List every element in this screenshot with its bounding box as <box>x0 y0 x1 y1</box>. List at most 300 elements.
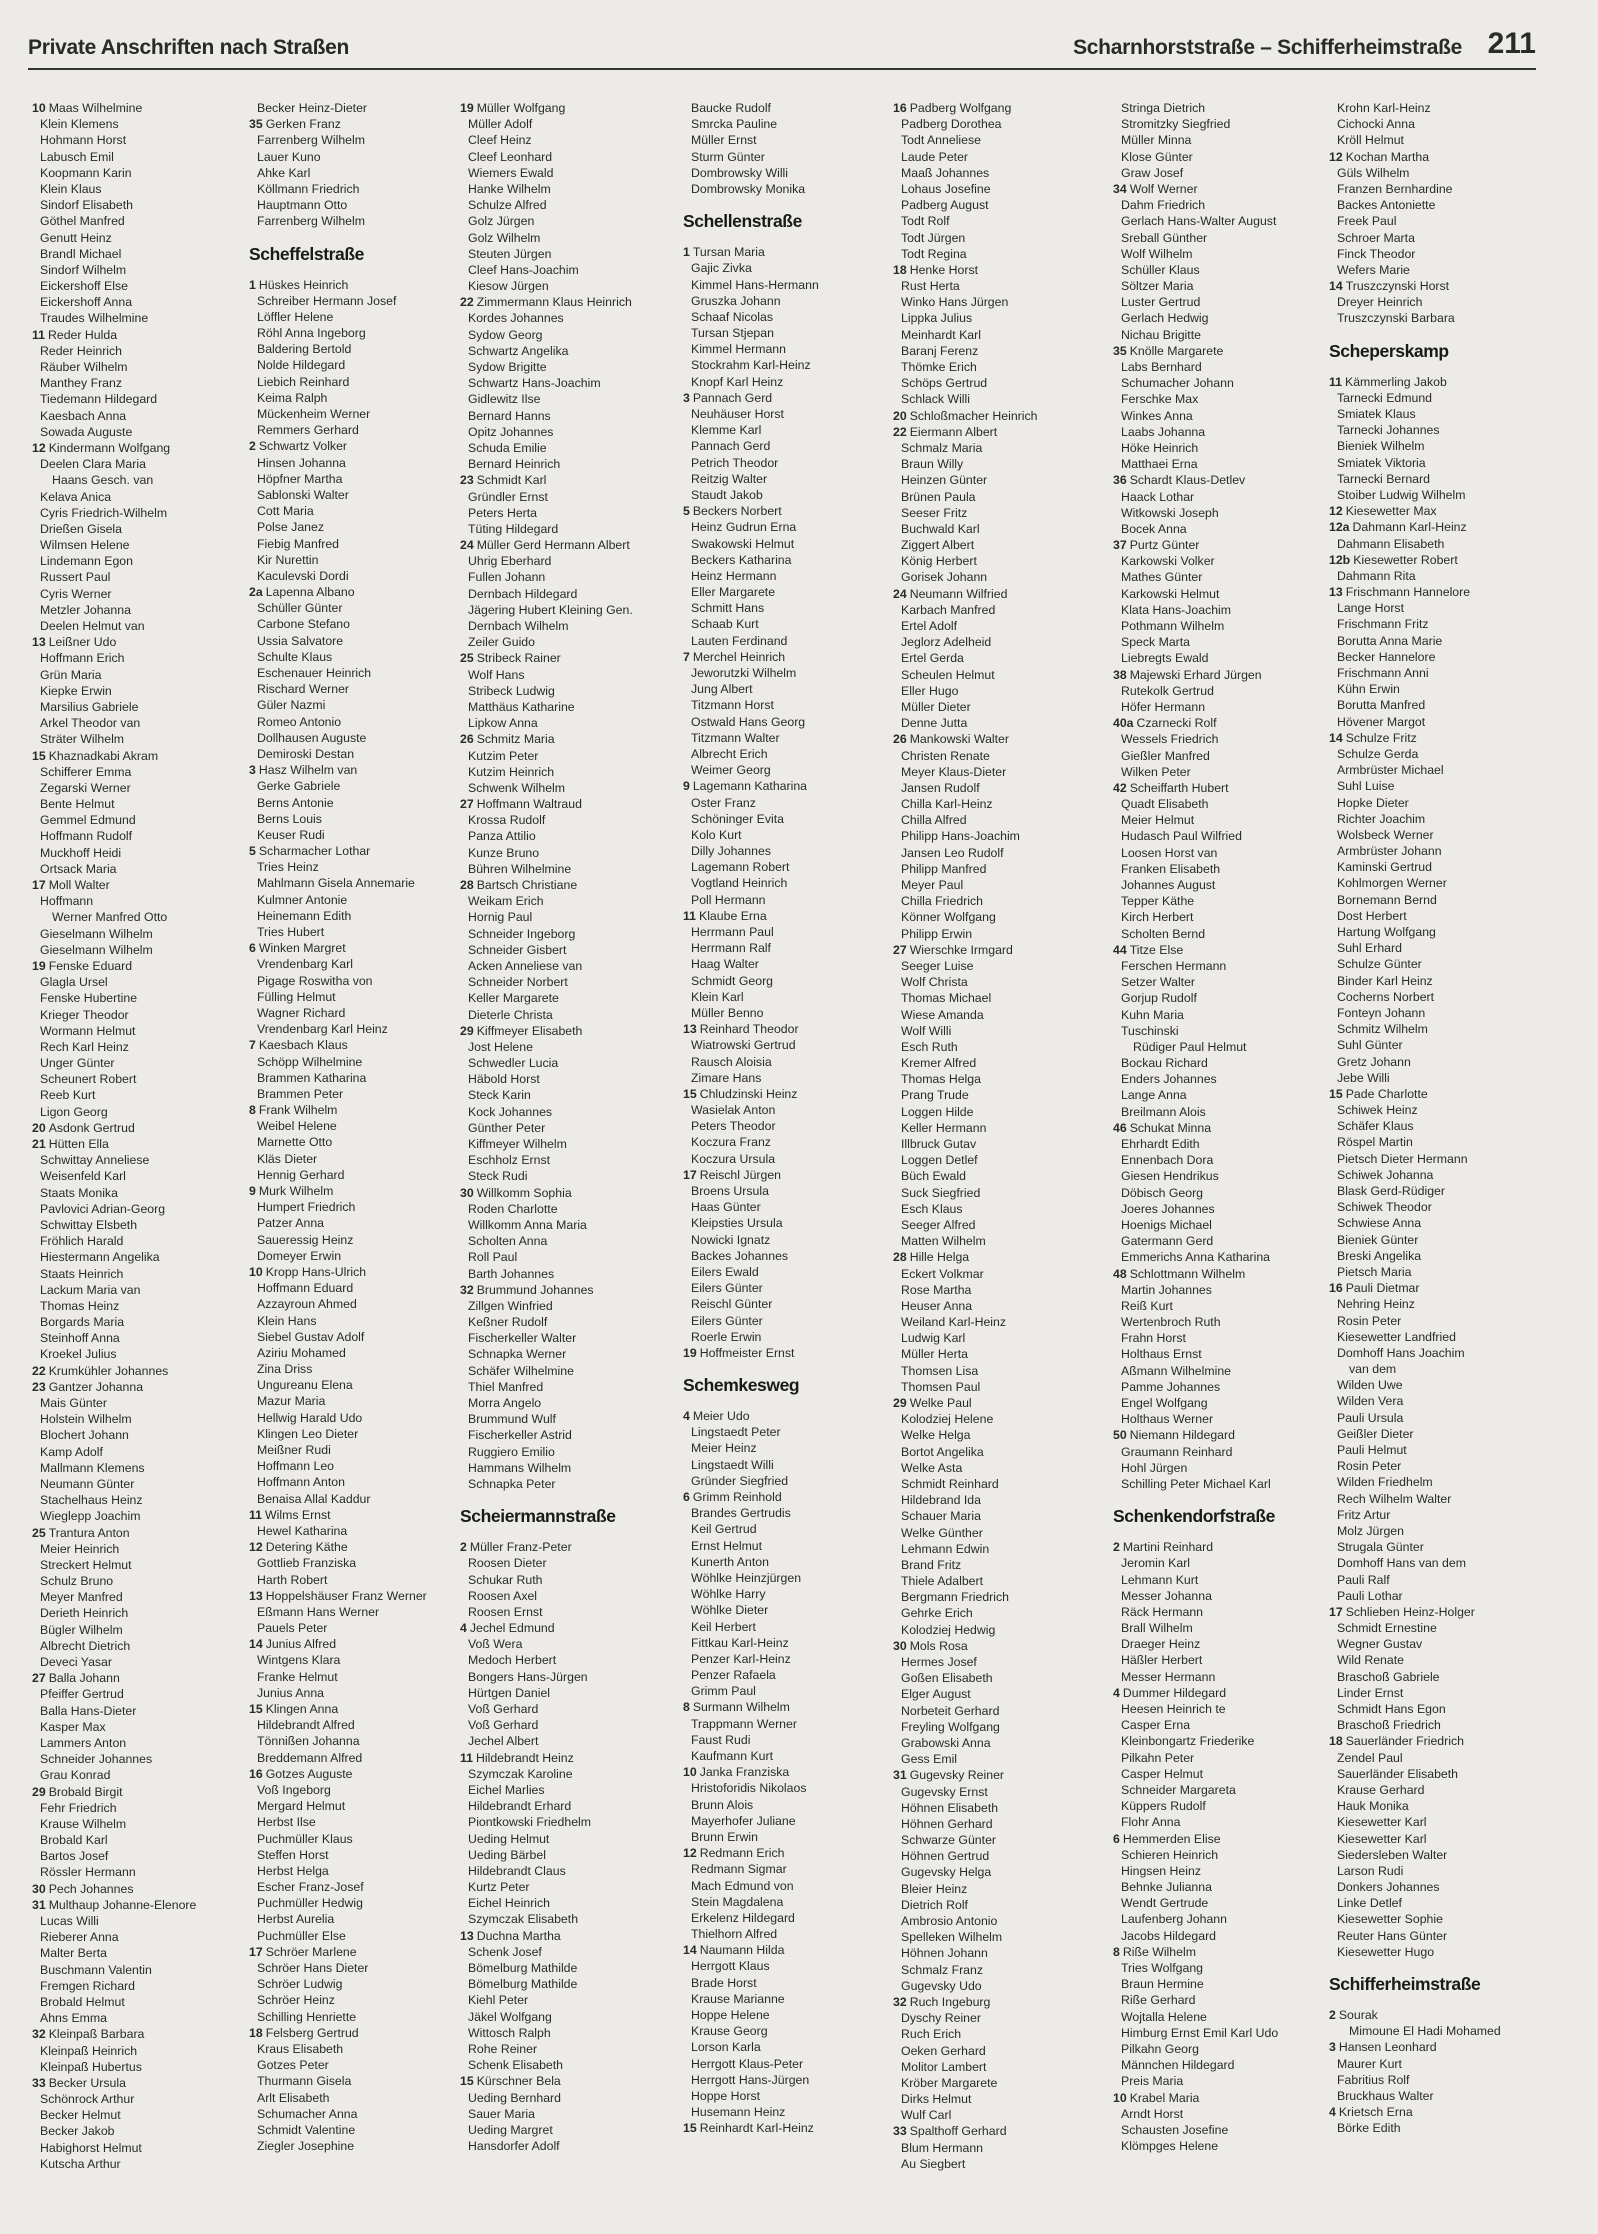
resident-name: Thomsen Paul <box>901 1379 981 1394</box>
resident-name: Kolo Kurt <box>691 827 742 842</box>
resident-entry <box>460 602 670 618</box>
resident-name: Lehmann Kurt <box>1121 1572 1199 1587</box>
resident-entry <box>32 861 242 877</box>
resident-name: Bömelburg Mathilde <box>468 1977 578 1992</box>
house-number: 6 <box>683 1490 690 1504</box>
resident-name: Matthaei Erna <box>1121 457 1198 472</box>
resident-entry <box>1329 568 1539 584</box>
resident-entry <box>460 845 670 861</box>
resident-name: Saueressig Heinz <box>257 1232 354 1247</box>
resident-name: Weiland Karl-Heinz <box>901 1315 1007 1330</box>
resident-name: Pauli Ralf <box>1337 1572 1390 1587</box>
resident-entry <box>460 1266 670 1282</box>
resident-entry <box>249 149 459 165</box>
resident-entry <box>1329 1264 1539 1280</box>
resident-name: Esch Ruth <box>901 1039 958 1054</box>
house-number: 3 <box>683 390 690 405</box>
resident-entry <box>249 697 459 713</box>
resident-entry <box>460 489 670 505</box>
house-number: 48 <box>1113 1266 1127 1281</box>
resident-entry <box>460 278 670 294</box>
resident-entry <box>460 1911 670 1927</box>
resident-entry <box>893 1767 1103 1783</box>
resident-name: Mallmann Klemens <box>40 1460 145 1475</box>
house-number: 34 <box>1113 181 1127 196</box>
resident-name: Swakowski Helmut <box>691 536 795 551</box>
resident-name: Krohn Karl-Heinz <box>1337 101 1431 115</box>
resident-entry <box>249 1863 459 1879</box>
resident-entry <box>32 2140 242 2156</box>
resident-entry <box>683 1861 893 1877</box>
resident-entry <box>893 1670 1103 1686</box>
resident-name: Kolodziej Hedwig <box>901 1622 996 1637</box>
resident-entry <box>249 1944 459 1960</box>
resident-entry <box>249 1345 459 1361</box>
resident-name: Krumkühler Johannes <box>48 1363 169 1378</box>
resident-name: Höpfner Martha <box>257 471 343 486</box>
resident-name: Hasz Wilhelm van <box>258 763 358 778</box>
resident-entry <box>249 341 459 357</box>
resident-entry <box>1329 1393 1539 1409</box>
resident-name: Eschenauer Heinrich <box>257 666 372 680</box>
resident-name: Schiwek Heinz <box>1337 1103 1418 1118</box>
resident-entry <box>1113 1636 1323 1652</box>
resident-entry <box>893 2075 1103 2091</box>
resident-name: Albrecht Erich <box>691 746 768 761</box>
resident-entry <box>1113 1976 1323 1992</box>
resident-name: Beckers Norbert <box>692 504 782 519</box>
resident-name: Dost Herbert <box>1337 908 1407 923</box>
resident-entry <box>1113 521 1323 537</box>
resident-entry <box>1329 1134 1539 1150</box>
resident-name: Haas Günter <box>691 1200 761 1215</box>
resident-entry <box>1329 2039 1539 2055</box>
resident-entry <box>1113 1476 1323 1492</box>
resident-entry <box>1113 1879 1323 1895</box>
resident-name: Büch Ewald <box>901 1169 966 1184</box>
resident-name: Aßmann Wilhelmine <box>1121 1363 1232 1378</box>
resident-entry <box>1113 343 1323 359</box>
resident-entry <box>1113 667 1323 683</box>
resident-entry <box>893 310 1103 326</box>
resident-name: Roosen Dieter <box>468 1556 547 1571</box>
resident-entry <box>1329 310 1539 326</box>
resident-name: Cleef Hans-Joachim <box>468 262 579 277</box>
resident-name: Zeiler Guido <box>468 635 535 650</box>
resident-name: Schlieben Heinz-Holger <box>1345 1604 1475 1619</box>
resident-name: Kleinbongartz Friederike <box>1121 1734 1255 1749</box>
resident-entry <box>249 1005 459 1021</box>
resident-entry <box>460 1023 670 1039</box>
resident-entry <box>893 489 1103 505</box>
resident-name: Setzer Walter <box>1121 975 1196 990</box>
resident-entry <box>32 1864 242 1880</box>
resident-entry <box>1329 940 1539 956</box>
resident-entry <box>893 1168 1103 1184</box>
resident-entry <box>683 665 893 681</box>
house-number: 20 <box>893 408 907 423</box>
resident-entry <box>683 1958 893 1974</box>
resident-name: Kiesow Jürgen <box>468 279 549 294</box>
resident-name: Schmidt Hans Egon <box>1337 1702 1446 1716</box>
resident-name: Ennenbach Dora <box>1121 1153 1214 1168</box>
resident-name: Felsberg Gertrud <box>265 2025 359 2040</box>
resident-name: Rosin Peter <box>1337 1313 1402 1328</box>
resident-entry <box>1113 197 1323 213</box>
resident-entry <box>1329 1944 1539 1960</box>
resident-name: Wilden Friedhelm <box>1337 1475 1433 1490</box>
resident-entry <box>460 1992 670 2008</box>
resident-entry <box>1113 586 1323 602</box>
resident-entry <box>460 553 670 569</box>
resident-name: Moll Walter <box>48 878 110 892</box>
house-number: 29 <box>460 1023 474 1038</box>
resident-name: Krossa Rudolf <box>468 813 546 828</box>
resident-entry <box>1329 1313 1539 1329</box>
resident-entry <box>32 942 242 958</box>
resident-name: Golz Wilhelm <box>468 230 541 245</box>
resident-name: Rech Wilhelm Walter <box>1337 1491 1452 1506</box>
resident-name: Eilers Günter <box>691 1313 763 1328</box>
resident-entry <box>249 2106 459 2122</box>
resident-name: Bömelburg Mathilde <box>468 1961 578 1975</box>
house-number: 1 <box>249 277 256 292</box>
resident-entry <box>893 1784 1103 1800</box>
resident-name: Schnapka Peter <box>468 1476 556 1491</box>
resident-entry <box>1329 1895 1539 1911</box>
resident-entry <box>1113 1798 1323 1814</box>
resident-name: Kimmel Hans-Hermann <box>691 277 819 292</box>
resident-name: Holthaus Werner <box>1121 1412 1214 1427</box>
resident-entry <box>460 1863 670 1879</box>
house-number: 14 <box>1329 279 1343 294</box>
resident-entry <box>1329 633 1539 649</box>
house-number: 35 <box>249 117 263 132</box>
resident-entry <box>683 616 893 632</box>
resident-name: Knölle Margarete <box>1129 343 1224 358</box>
resident-name: Gorisek Johann <box>901 570 988 585</box>
house-number: 2 <box>1329 2008 1336 2022</box>
house-number: 33 <box>32 2075 46 2090</box>
resident-name: Klein Klemens <box>40 117 119 132</box>
resident-name: Baranj Ferenz <box>901 343 979 358</box>
resident-entry <box>893 1136 1103 1152</box>
resident-entry <box>1113 2122 1323 2138</box>
resident-entry <box>683 181 893 197</box>
resident-name: Zimmermann Klaus Heinrich <box>476 295 632 310</box>
resident-entry <box>1113 1087 1323 1103</box>
resident-entry <box>1329 746 1539 762</box>
resident-entry <box>249 1410 459 1426</box>
resident-name: Laabs Johanna <box>1121 424 1206 439</box>
resident-entry <box>1329 1377 1539 1393</box>
resident-entry <box>683 1975 893 1991</box>
resident-entry <box>683 1005 893 1021</box>
resident-name: Hanke Wilhelm <box>468 181 551 196</box>
resident-entry <box>1329 438 1539 454</box>
resident-entry <box>460 1363 670 1379</box>
resident-entry <box>683 1764 893 1780</box>
resident-name: Schulz Bruno <box>40 1574 114 1589</box>
resident-name: Fehr Friedrich <box>40 1800 117 1815</box>
resident-name: Lingstaedt Willi <box>691 1457 774 1472</box>
resident-entry <box>32 230 242 246</box>
resident-entry <box>32 2075 242 2091</box>
resident-name: Fröhlich Harald <box>40 1234 124 1249</box>
resident-name: Wulf Carl <box>901 2108 952 2123</box>
resident-entry <box>460 116 670 132</box>
resident-name: Au Siegbert <box>901 2156 966 2171</box>
resident-name: Staats Monika <box>40 1185 118 1200</box>
resident-entry <box>1329 1911 1539 1927</box>
resident-name: Henke Horst <box>909 262 979 277</box>
resident-entry <box>1113 2009 1323 2025</box>
resident-entry <box>683 1894 893 1910</box>
resident-entry <box>1329 552 1539 568</box>
resident-entry <box>893 165 1103 181</box>
resident-entry <box>1329 697 1539 713</box>
resident-entry <box>683 2088 893 2104</box>
resident-entry <box>683 1586 893 1602</box>
house-number: 13 <box>32 635 46 650</box>
resident-entry <box>1113 2041 1323 2057</box>
resident-name: Voß Wera <box>468 1637 523 1652</box>
resident-name: Jeromin Karl <box>1121 1556 1191 1571</box>
resident-entry <box>1329 778 1539 794</box>
resident-name: Jansen Leo Rudolf <box>901 845 1004 860</box>
resident-name: Spalthoff Gerhard <box>909 2124 1007 2139</box>
resident-name: Hennig Gerhard <box>257 1167 345 1182</box>
resident-name: Reder Heinrich <box>40 343 123 358</box>
resident-name: Hoffmann Eduard <box>257 1281 354 1296</box>
resident-name: Keller Hermann <box>901 1120 987 1135</box>
resident-entry <box>683 859 893 875</box>
resident-name: Keima Ralph <box>257 390 328 405</box>
resident-entry <box>683 1910 893 1926</box>
resident-name: Lagemann Katharina <box>692 779 808 794</box>
resident-entry <box>460 1604 670 1620</box>
resident-entry <box>1329 100 1539 116</box>
resident-name: Herbst Aurelia <box>257 1912 335 1927</box>
resident-name: Smrcka Pauline <box>691 117 778 132</box>
resident-entry <box>1329 1717 1539 1733</box>
house-number: 8 <box>683 1700 690 1715</box>
resident-entry <box>893 618 1103 634</box>
resident-name: Rausch Aloisia <box>691 1054 772 1069</box>
resident-entry <box>683 374 893 390</box>
resident-name: Häßler Herbert <box>1121 1653 1203 1668</box>
resident-name: Männchen Hildegard <box>1121 2058 1235 2073</box>
resident-entry <box>1329 1782 1539 1798</box>
resident-name: Müller Dieter <box>901 699 971 714</box>
resident-name: Ahke Karl <box>257 165 311 180</box>
resident-name: Padberg Dorothea <box>901 117 1002 132</box>
resident-name: Sreball Günther <box>1121 230 1208 245</box>
resident-entry <box>893 1703 1103 1719</box>
resident-entry <box>1113 942 1323 958</box>
resident-name: Dombrowsky Monika <box>691 181 806 196</box>
resident-name: Reischl Jürgen <box>699 1167 782 1182</box>
resident-entry <box>1113 2090 1323 2106</box>
resident-entry <box>32 634 242 650</box>
resident-name: Reeb Kurt <box>40 1088 96 1103</box>
resident-entry <box>32 1897 242 1913</box>
resident-name: Murk Wilhelm <box>258 1184 334 1198</box>
resident-entry <box>32 1881 242 1897</box>
resident-name: Borgards Maria <box>40 1315 125 1330</box>
resident-entry <box>893 1735 1103 1751</box>
house-number: 12 <box>32 440 46 455</box>
resident-name: Philipp Erwin <box>901 926 973 941</box>
resident-name: Hille Helga <box>909 1250 970 1265</box>
resident-name: Holthaus Ernst <box>1121 1347 1202 1362</box>
resident-name: Sindorf Wilhelm <box>40 262 127 277</box>
resident-entry <box>460 1071 670 1087</box>
resident-entry <box>1329 956 1539 972</box>
resident-name: Nolde Hildegard <box>257 358 346 373</box>
resident-entry <box>1329 811 1539 827</box>
resident-name: Mückenheim Werner <box>257 407 371 421</box>
resident-entry <box>460 456 670 472</box>
resident-name: Hoenigs Michael <box>1121 1217 1212 1232</box>
resident-name: Laufenberg Johann <box>1121 1912 1227 1927</box>
resident-entry <box>683 1102 893 1118</box>
resident-name: Schenk Elisabeth <box>468 2058 564 2073</box>
house-number: 17 <box>683 1167 697 1182</box>
resident-name: Schneider Norbert <box>468 975 568 990</box>
resident-entry <box>1113 1266 1323 1282</box>
resident-entry <box>249 487 459 503</box>
resident-name: Hoppe Helene <box>691 2008 770 2022</box>
resident-entry <box>893 1913 1103 1929</box>
resident-entry <box>32 1816 242 1832</box>
resident-name: Eiermann Albert <box>909 424 998 439</box>
resident-entry <box>249 1523 459 1539</box>
resident-name: Küppers Rudolf <box>1121 1799 1206 1814</box>
resident-name: Wasielak Anton <box>691 1103 776 1118</box>
resident-entry <box>32 731 242 747</box>
resident-name: Rech Karl Heinz <box>40 1039 129 1054</box>
resident-name: Krause Marianne <box>691 1991 785 2006</box>
resident-name: Becker Helmut <box>40 2108 121 2123</box>
resident-entry <box>893 877 1103 893</box>
resident-entry <box>32 926 242 942</box>
resident-name: Schröer Heinz <box>257 1993 335 2008</box>
resident-name: Kürschner Bela <box>476 2074 561 2089</box>
resident-entry <box>249 795 459 811</box>
resident-entry <box>893 731 1103 747</box>
resident-entry <box>1329 455 1539 471</box>
house-number: 2 <box>1113 1540 1120 1555</box>
resident-name: Martini Reinhard <box>1122 1540 1214 1555</box>
resident-entry <box>249 1685 459 1701</box>
resident-name: Kiepke Erwin <box>40 683 112 698</box>
resident-name: Ehrhardt Edith <box>1121 1137 1200 1151</box>
house-number: 28 <box>460 878 474 892</box>
resident-entry <box>32 715 242 731</box>
resident-name: Pech Johannes <box>48 1881 134 1896</box>
house-number: 37 <box>1113 538 1127 553</box>
resident-name: Stringa Dietrich <box>1121 101 1206 115</box>
resident-name: Braschoß Friedrich <box>1337 1718 1441 1733</box>
resident-name: Behnke Julianna <box>1121 1880 1212 1895</box>
resident-entry <box>1113 2057 1323 2073</box>
resident-name: Jeworutzki Wilhelm <box>691 666 797 680</box>
resident-entry <box>460 1476 670 1492</box>
house-number: 3 <box>249 763 256 778</box>
resident-entry <box>32 1735 242 1751</box>
resident-name: Eickershoff Anna <box>40 295 133 310</box>
resident-entry <box>1329 859 1539 875</box>
resident-entry <box>32 1670 242 1686</box>
resident-name: Berns Louis <box>257 811 322 826</box>
house-number: 11 <box>683 908 696 923</box>
resident-name: Farrenberg Wilhelm <box>257 214 365 229</box>
resident-name: Glagla Ursel <box>40 975 108 990</box>
resident-entry <box>893 2140 1103 2156</box>
house-number: 22 <box>32 1363 46 1378</box>
resident-entry <box>893 748 1103 764</box>
resident-entry <box>1113 1185 1323 1201</box>
resident-entry <box>893 1460 1103 1476</box>
resident-name: Blochert Johann <box>40 1428 129 1443</box>
resident-name: Wolf Werner <box>1129 181 1198 196</box>
resident-name: Roosen Ernst <box>468 1604 543 1619</box>
resident-entry <box>249 1037 459 1053</box>
resident-name: Kelava Anica <box>40 489 112 504</box>
resident-name: Baldering Bertold <box>257 342 352 357</box>
resident-entry <box>32 1411 242 1427</box>
resident-entry <box>683 1473 893 1489</box>
resident-entry <box>1113 1249 1323 1265</box>
resident-name: Rust Herta <box>901 279 960 294</box>
resident-name: Bernard Heinrich <box>468 457 561 472</box>
resident-name: Hildebrand Ida <box>901 1493 981 1508</box>
column-6 <box>1113 100 1323 2154</box>
resident-entry <box>683 827 893 843</box>
resident-entry <box>32 181 242 197</box>
resident-name: Schmitt Hans <box>691 601 765 616</box>
resident-name: Dernbach Hildegard <box>468 586 578 601</box>
resident-name: Lauten Ferdinand <box>691 633 788 648</box>
resident-name: Hildebrandt Erhard <box>468 1799 572 1814</box>
resident-name: Kuhn Maria <box>1121 1007 1184 1022</box>
resident-entry <box>1329 1701 1539 1717</box>
resident-name: Wojtalla Helene <box>1121 2009 1207 2024</box>
resident-entry <box>32 1039 242 1055</box>
resident-entry <box>32 1023 242 1039</box>
resident-entry <box>249 1701 459 1717</box>
resident-name: Kirch Herbert <box>1121 910 1194 925</box>
resident-entry <box>1113 230 1323 246</box>
resident-name: Gottlieb Franziska <box>257 1556 357 1571</box>
resident-entry <box>32 1589 242 1605</box>
resident-name: Malter Berta <box>40 1946 107 1961</box>
resident-name: Bente Helmut <box>40 797 115 812</box>
resident-entry <box>1329 262 1539 278</box>
resident-entry <box>1329 406 1539 422</box>
resident-name: Zimare Hans <box>691 1070 762 1085</box>
resident-entry <box>460 699 670 715</box>
resident-entry <box>249 1264 459 1280</box>
resident-name: Meyer Paul <box>901 878 964 892</box>
resident-name: Schumacher Johann <box>1121 376 1234 391</box>
resident-entry <box>32 1185 242 1201</box>
resident-entry <box>1113 1379 1323 1395</box>
resident-name: Frischmann Anni <box>1337 666 1429 680</box>
resident-name: Brummund Wulf <box>468 1412 556 1427</box>
resident-entry <box>893 1881 1103 1897</box>
